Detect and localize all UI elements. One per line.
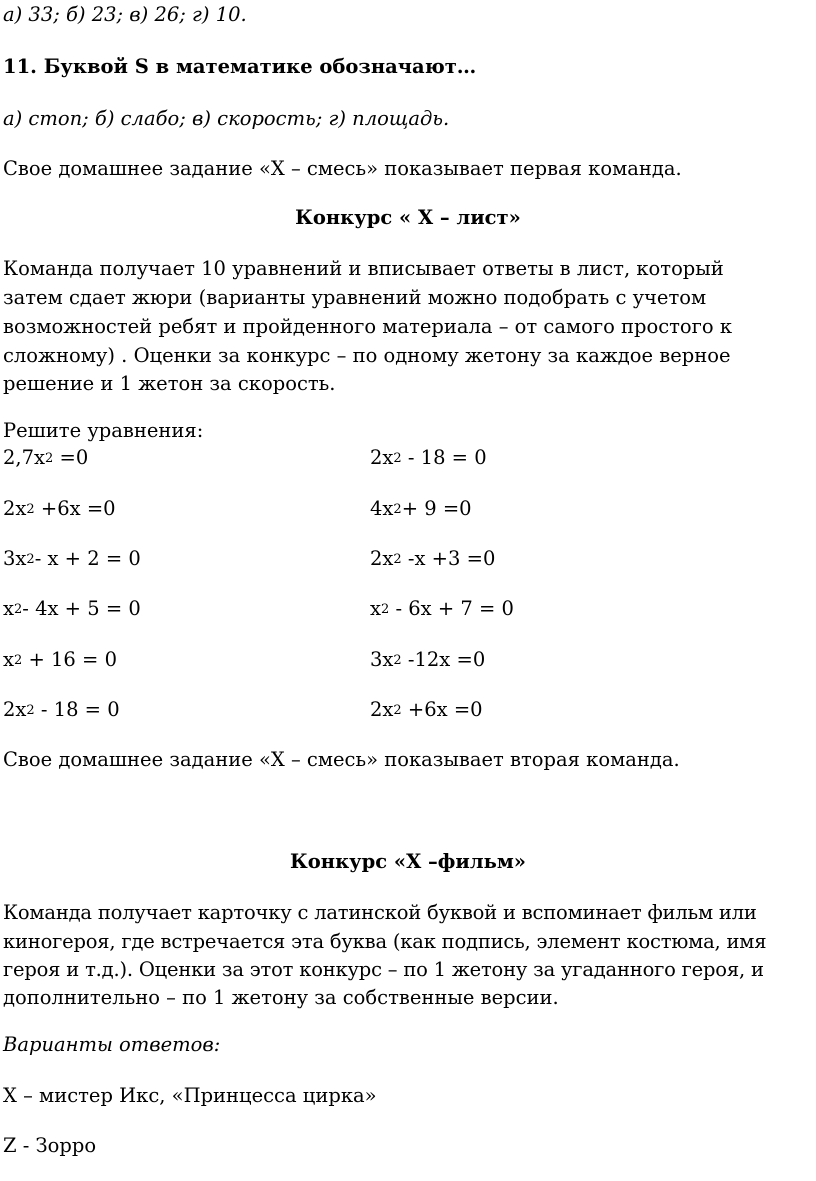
equation-right: $2х^2$ -х +3 =0: [370, 547, 496, 570]
equation-row: [3, 695, 120, 724]
contest-film-description-line: героя и т.д.). Оценки за этот конкурс – по 1 жетону за угаданного героя, и: [3, 958, 764, 981]
equation-right: $х^2 - 6х + 7 = 0$: [370, 597, 514, 620]
solve-equations-label: Решите уравнения:: [3, 419, 204, 442]
contest-list-description-line: сложному) . Оценки за конкурс – по одному жетону за каждое верное: [3, 344, 731, 367]
quiz-answers-10: а) 33; б) 23; в) 26; г) 10.: [3, 3, 247, 26]
equation-left: $2х^2 - 18 = 0$: [3, 698, 120, 721]
contest-film-description-line: Команда получает карточку с латинской буквой и вспоминает фильм или: [3, 901, 757, 924]
answer-item: Z - Зорро: [3, 1134, 97, 1157]
contest-film-description-line: дополнительно – по 1 жетону за собственные версии.: [3, 986, 559, 1009]
equation-row: [3, 594, 141, 623]
contest-list-title: Конкурс « Х – лист»: [295, 206, 521, 229]
contest-list-description-line: возможностей ребят и пройденного материала – от самого простого к: [3, 315, 733, 338]
contest-list-description-line: затем сдает жюри (варианты уравнений можно подобрать с учетом: [3, 286, 707, 309]
equation-row: [3, 645, 117, 674]
contest-film-title: Конкурс «Х –фильм»: [290, 850, 526, 873]
homework-note-1: Свое домашнее задание «Х – смесь» показывает первая команда.: [3, 157, 682, 180]
equation-right: $2х^2 +6х =0$: [370, 698, 483, 721]
answer-item: Х – мистер Икс, «Принцесса цирка»: [3, 1084, 377, 1107]
equation-row: [3, 544, 141, 573]
equation-right: $4х^2+ 9 =0$: [370, 497, 472, 520]
equation-left: $х^2 + 16 = 0$: [3, 648, 117, 671]
contest-list-description-line: Команда получает 10 уравнений и вписывает ответы в лист, который: [3, 257, 724, 280]
equation-row: [3, 443, 88, 472]
equation-row: [3, 494, 116, 523]
equation-left: $3х^2-$ х + 2 = 0: [3, 547, 141, 570]
quiz-answers-11: а) стоп; б) слабо; в) скорость; г) площадь.: [3, 107, 450, 130]
equation-right: $2х^2 - 18 = 0$: [370, 446, 487, 469]
equation-left: $2,7х^2 =0$: [3, 446, 89, 469]
quiz-question-11: 11. Буквой S в математике обозначают…: [3, 55, 477, 78]
answers-label: Варианты ответов:: [3, 1033, 221, 1056]
equation-right: $3х^2$ -12х =0: [370, 648, 486, 671]
equation-left: $2х^2 +6х =0$: [3, 497, 116, 520]
contest-film-description-line: киногероя, где встречается эта буква (как подпись, элемент костюма, имя: [3, 930, 767, 953]
equation-left: $х^2-$ 4х + 5 = 0: [3, 597, 141, 620]
contest-list-description-line: решение и 1 жетон за скорость.: [3, 372, 336, 395]
homework-note-2: Свое домашнее задание «Х – смесь» показывает вторая команда.: [3, 748, 680, 771]
